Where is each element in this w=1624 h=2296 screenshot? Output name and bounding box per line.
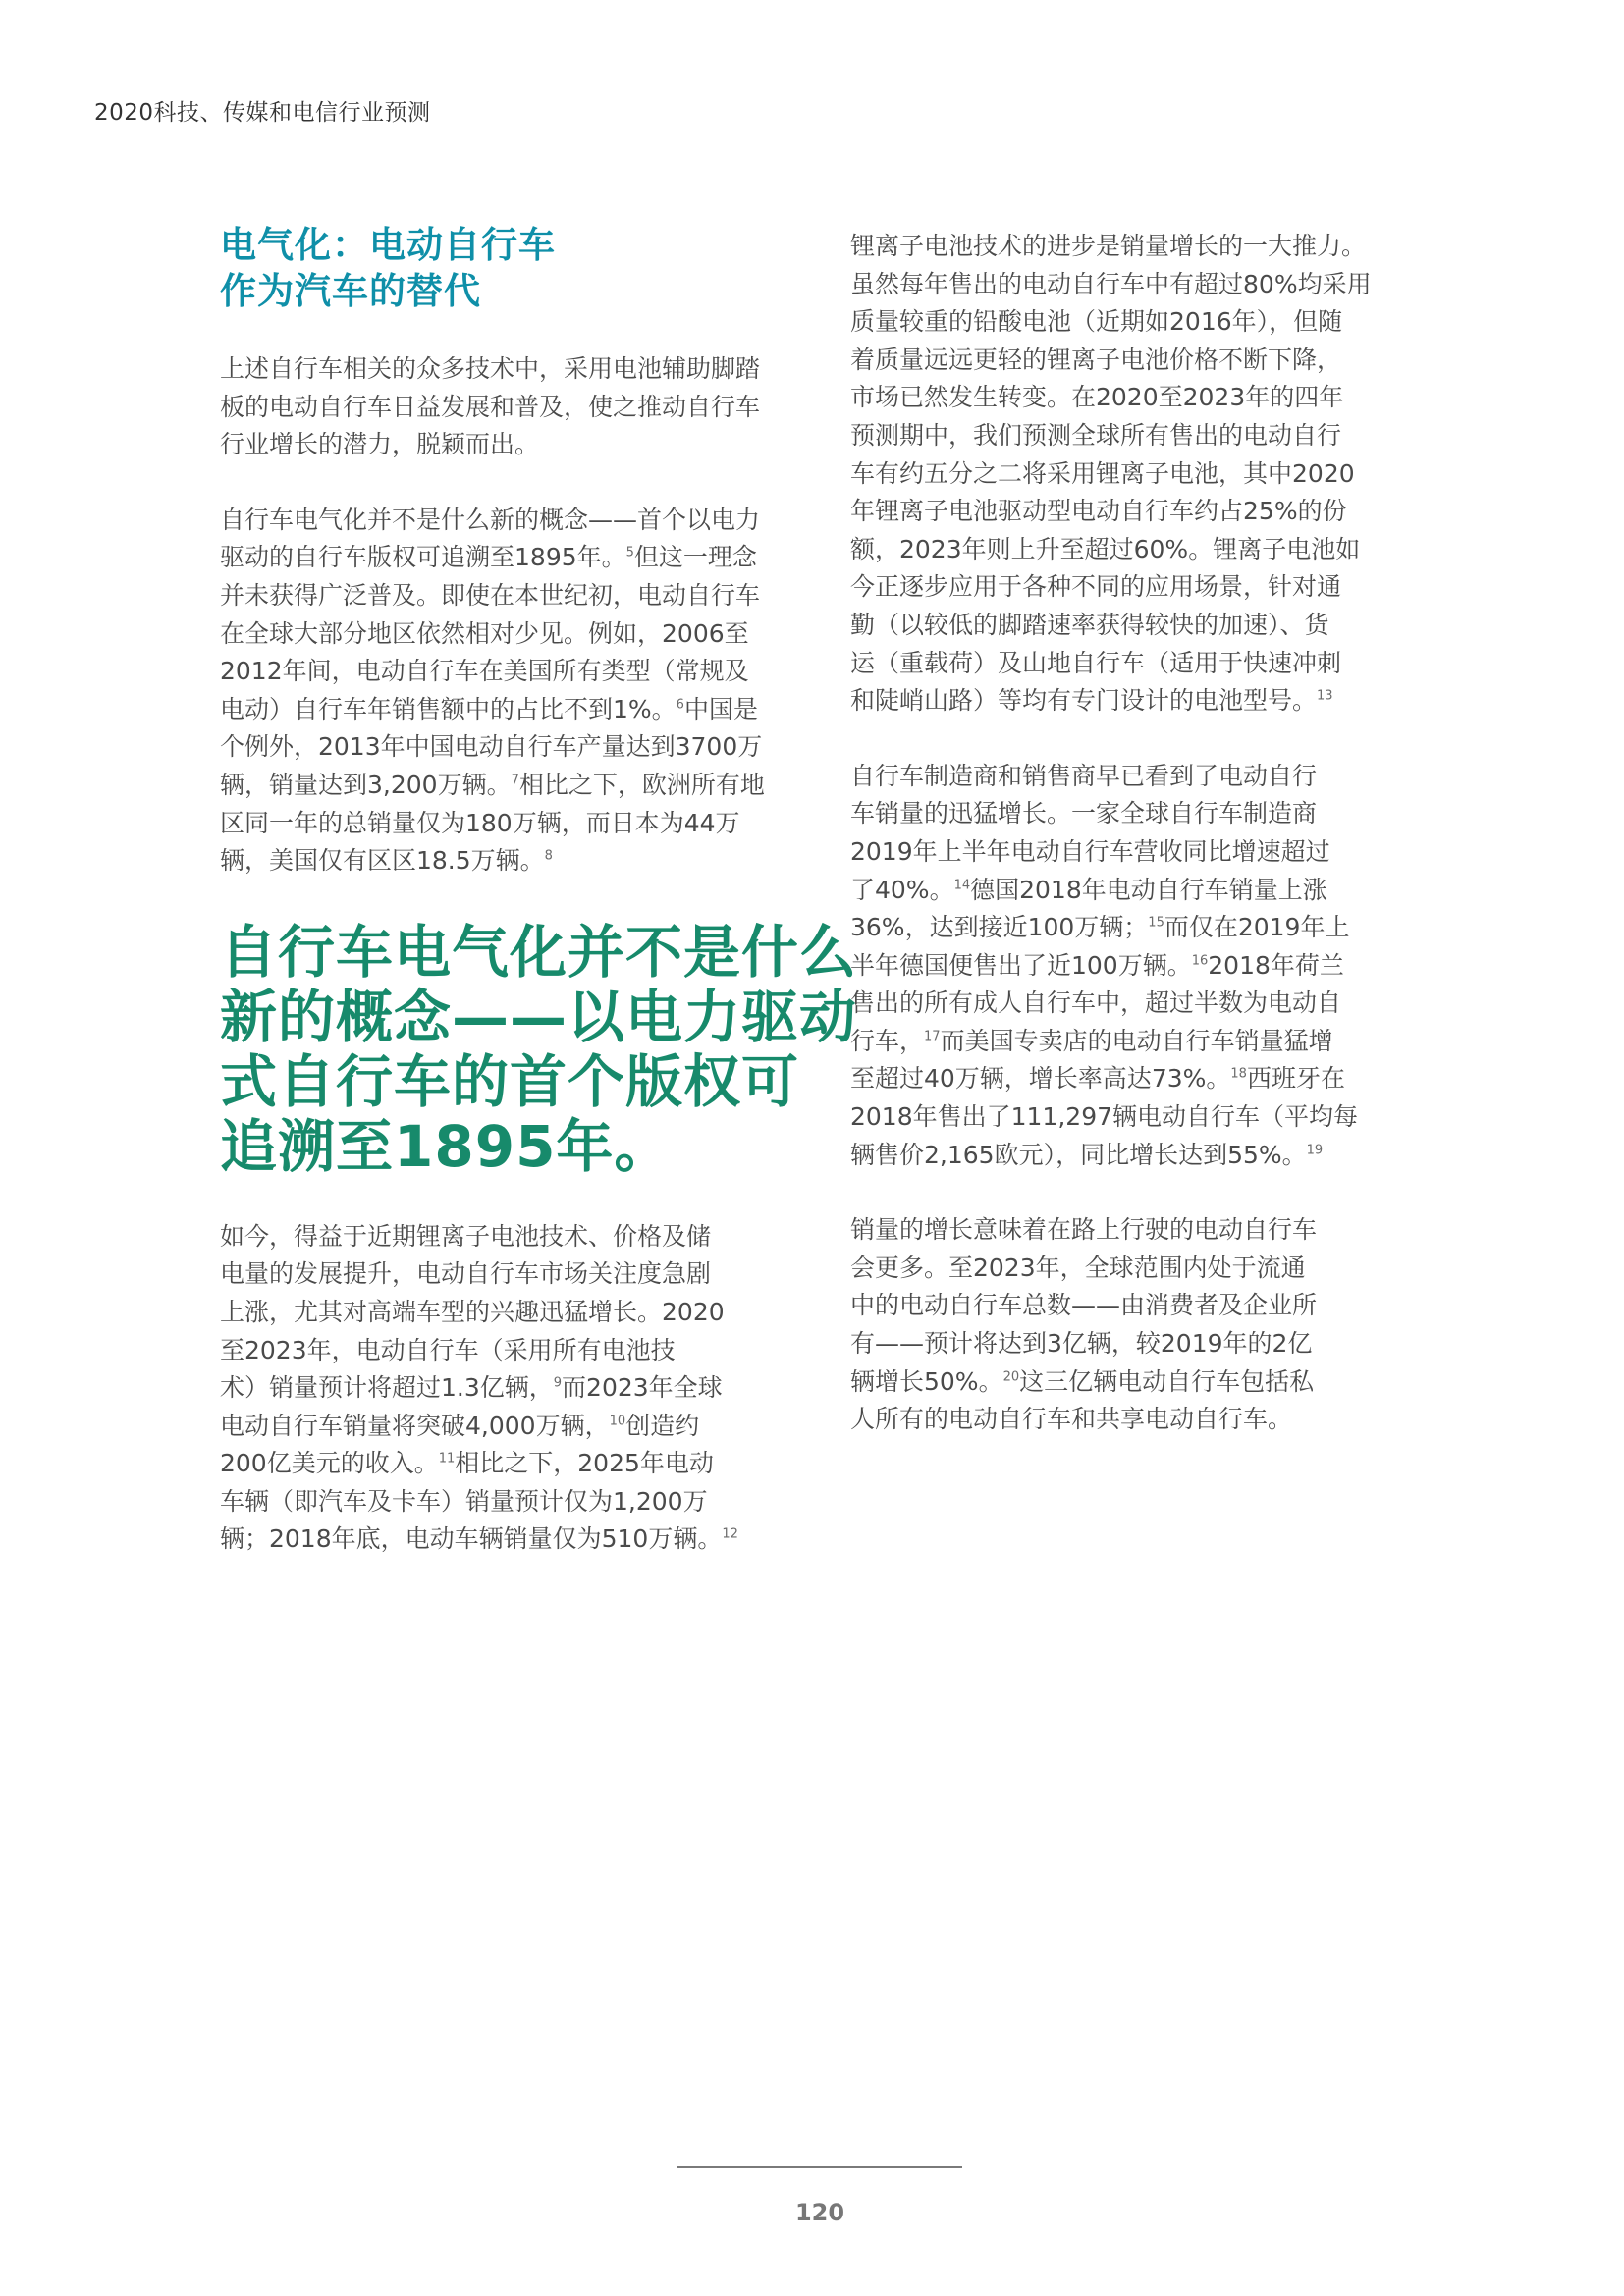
section-heading <box>220 222 789 314</box>
text-segment: 上涨，尤其对高端车型的兴趣迅猛增长。2020 <box>220 1297 725 1326</box>
footnote-marker: 11 <box>438 1451 456 1467</box>
text-line <box>850 531 1420 569</box>
intro-paragraph <box>220 350 789 464</box>
text-segment: 术）销量预计将超过1.3亿辆， <box>220 1373 554 1403</box>
battery-paragraph <box>850 228 1420 721</box>
text-segment: 中国是 <box>683 694 758 723</box>
text-segment: 锂离子电池技术的进步是销量增长的一大推力。 <box>850 232 1367 260</box>
fleet-paragraph <box>850 1211 1420 1439</box>
footnote-marker: 5 <box>625 546 634 561</box>
text-segment: 个例外，2013年中国电动自行车产量达到3700万 <box>220 732 763 762</box>
text-line <box>850 379 1420 417</box>
text-line <box>850 1287 1420 1325</box>
text-segment: 中的电动自行车总数——由消费者及企业所 <box>850 1291 1318 1320</box>
text-segment: 人所有的电动自行车和共享电动自行车。 <box>850 1405 1293 1434</box>
text-line <box>850 1363 1420 1402</box>
text-line <box>220 1294 789 1332</box>
text-segment: 如今，得益于近期锂离子电池技术、价格及储 <box>220 1221 712 1251</box>
text-line <box>850 417 1420 455</box>
text-segment: 在全球大部分地区依然相对少见。例如，2006至 <box>220 618 749 648</box>
text-segment: 售出的所有成人自行车中，超过半数为电动自 <box>850 988 1342 1018</box>
text-line <box>220 502 789 540</box>
text-segment: 额，2023年则上升至超过60%。锂离子电池如 <box>850 534 1361 563</box>
text-segment: 电量的发展提升，电动自行车市场关注度急剧 <box>220 1259 712 1289</box>
footnote-marker: 7 <box>511 773 519 788</box>
text-segment: 销量的增长意味着在路上行驶的电动自行车 <box>850 1215 1318 1245</box>
text-line <box>220 728 789 767</box>
footnote-marker: 9 <box>553 1375 563 1391</box>
text-line <box>850 493 1420 531</box>
text-line <box>850 228 1420 266</box>
section-heading-line: 电气化：电动自行车 <box>220 224 556 266</box>
text-line: 行业增长的潜力，脱颖而出。 <box>220 430 540 459</box>
text-line <box>220 691 789 729</box>
text-segment: 运（重载荷）及山地自行车（适用于快速冲刺 <box>850 648 1342 677</box>
text-segment: 而仅在2019年上 <box>1164 913 1350 942</box>
text-line <box>220 1369 789 1408</box>
text-segment: 德国2018年电动自行车销量上涨 <box>970 875 1327 904</box>
text-segment: 车有约五分之二将采用锂离子电池，其中2020 <box>850 458 1355 488</box>
text-line <box>850 682 1420 721</box>
text-segment: 2012年间，电动自行车在美国所有类型（常规及 <box>220 657 749 686</box>
footnote-marker: 10 <box>609 1414 626 1429</box>
pull-quote-line: 新的概念——以电力驱动 <box>220 983 858 1050</box>
text-segment: 辆售价2,165欧元），同比增长达到55%。 <box>850 1140 1307 1169</box>
text-line <box>220 577 789 615</box>
text-line <box>220 1332 789 1370</box>
text-segment: 但这一理念 <box>633 543 757 572</box>
text-line: 板的电动自行车日益发展和普及，使之推动自行车 <box>220 392 761 421</box>
text-segment: 200亿美元的收入。 <box>220 1449 439 1478</box>
footnote-marker: 15 <box>1148 915 1164 931</box>
text-line <box>220 653 789 691</box>
footnote-marker: 16 <box>1191 953 1209 969</box>
text-line <box>850 1060 1420 1098</box>
pull-quote-line: 追溯至1895年。 <box>220 1112 673 1180</box>
text-segment: 创造约 <box>625 1411 700 1440</box>
text-line <box>220 767 789 805</box>
text-segment: 辆增长50%。 <box>850 1366 1003 1396</box>
text-line <box>220 1483 789 1522</box>
text-segment: 驱动的自行车版权可追溯至1895年。 <box>220 543 626 572</box>
pull-quote-line: 自行车电气化并不是什么 <box>220 918 858 986</box>
text-line <box>220 1445 789 1483</box>
text-line <box>850 1401 1420 1439</box>
text-line <box>220 1521 789 1559</box>
text-line <box>850 342 1420 380</box>
text-segment: 自行车制造商和销售商早已看到了电动自行 <box>850 761 1318 790</box>
footnote-marker: 20 <box>1002 1369 1020 1385</box>
text-segment: 预测期中，我们预测全球所有售出的电动自行 <box>850 420 1342 450</box>
footnote-marker: 8 <box>544 848 553 864</box>
text-line <box>220 1255 789 1294</box>
left-column <box>220 222 858 1559</box>
text-segment: 2018年售出了111,297辆电动自行车（平均每 <box>850 1102 1359 1132</box>
text-segment: 会更多。至2023年，全球范围内处于流通 <box>850 1253 1306 1282</box>
text-segment: 至超过40万辆，增长率高达73%。 <box>850 1064 1231 1094</box>
text-segment: 了40%。 <box>850 875 954 904</box>
sales-paragraph <box>850 758 1420 1175</box>
footnote-marker: 19 <box>1306 1143 1324 1158</box>
text-segment: 辆，销量达到3,200万辆。 <box>220 770 512 799</box>
text-segment: 自行车电气化并不是什么新的概念——首个以电力 <box>220 505 761 534</box>
text-line <box>850 1137 1420 1175</box>
history-paragraph <box>220 502 789 881</box>
text-segment: 区同一年的总销量仅为180万辆，而日本为44万 <box>220 808 740 837</box>
text-segment: 行车， <box>850 1026 925 1055</box>
text-segment: 这三亿辆电动自行车包括私 <box>1019 1366 1315 1396</box>
text-segment: 辆，美国仅有区区18.5万辆。 <box>220 846 545 876</box>
text-segment: 相比之下，欧洲所有地 <box>518 770 765 799</box>
text-line <box>850 1211 1420 1250</box>
text-line <box>850 266 1420 304</box>
text-segment: 电动自行车销量将突破4,000万辆， <box>220 1411 610 1440</box>
running-header: 2020科技、传媒和电信行业预测 <box>94 100 431 126</box>
footnote-marker: 6 <box>676 697 684 713</box>
text-line <box>850 1325 1420 1363</box>
footnote-marker: 13 <box>1317 688 1333 704</box>
market-paragraph <box>220 1218 789 1559</box>
text-segment: 勤（以较低的脚踏速率获得较快的加速）、货 <box>850 610 1329 639</box>
text-line <box>850 909 1420 947</box>
text-line <box>850 833 1420 872</box>
text-segment: 和陡峭山路）等均有专门设计的电池型号。 <box>850 686 1318 716</box>
text-segment: 车销量的迅猛增长。一家全球自行车制造商 <box>850 799 1318 828</box>
text-segment: 2018年荷兰 <box>1208 950 1344 980</box>
text-segment: 36%，达到接近100万辆； <box>850 913 1149 942</box>
text-line <box>850 568 1420 607</box>
text-segment: 有——预计将达到3亿辆，较2019年的2亿 <box>850 1329 1313 1359</box>
text-line: 上述自行车相关的众多技术中，采用电池辅助脚踏 <box>220 354 761 383</box>
footnote-marker: 12 <box>722 1527 738 1543</box>
text-segment: 市场已然发生转变。在2020至2023年的四年 <box>850 383 1344 412</box>
text-segment: 至2023年，电动自行车（采用所有电池技 <box>220 1335 676 1364</box>
footnote-marker: 17 <box>924 1029 941 1044</box>
text-segment: 车辆（即汽车及卡车）销量预计仅为1,200万 <box>220 1486 708 1516</box>
text-segment: 辆；2018年底，电动车辆销量仅为510万辆。 <box>220 1524 723 1554</box>
text-line <box>850 872 1420 910</box>
text-line <box>850 1098 1420 1137</box>
text-line <box>220 1408 789 1446</box>
text-line <box>220 805 789 843</box>
pull-quote <box>220 918 858 1180</box>
text-line <box>850 985 1420 1023</box>
text-line <box>850 795 1420 833</box>
text-segment: 年锂离子电池驱动型电动自行车约占25%的份 <box>850 497 1347 526</box>
footnote-marker: 18 <box>1230 1067 1247 1083</box>
right-column <box>850 228 1420 1439</box>
text-line <box>850 1023 1420 1061</box>
text-segment: 并未获得广泛普及。即使在本世纪初，电动自行车 <box>220 580 761 610</box>
text-segment: 质量较重的铅酸电池（近期如2016年），但随 <box>850 307 1343 337</box>
text-segment: 着质量远远更轻的锂离子电池价格不断下降， <box>850 345 1342 374</box>
text-segment: 2019年上半年电动自行车营收同比增速超过 <box>850 836 1330 866</box>
text-line <box>850 303 1420 342</box>
text-line <box>850 758 1420 796</box>
text-segment: 虽然每年售出的电动自行车中有超过80%均采用 <box>850 269 1372 298</box>
section-heading-line: 作为汽车的替代 <box>220 270 481 312</box>
text-segment: 今正逐步应用于各种不同的应用场景，针对通 <box>850 572 1342 602</box>
pull-quote-line: 式自行车的首个版权可 <box>220 1047 800 1115</box>
text-line <box>850 1250 1420 1288</box>
text-line <box>850 607 1420 645</box>
text-line <box>220 539 789 577</box>
text-line <box>850 645 1420 683</box>
page-number: 120 <box>794 2199 845 2226</box>
text-segment: 半年德国便售出了近100万辆。 <box>850 950 1192 980</box>
text-line <box>220 615 789 654</box>
text-segment: 而美国专卖店的电动自行车销量猛增 <box>940 1026 1333 1055</box>
text-segment: 西班牙在 <box>1246 1064 1345 1094</box>
footnote-marker: 14 <box>953 878 971 893</box>
text-line <box>850 455 1420 494</box>
text-line <box>220 1218 789 1256</box>
text-segment: 相比之下，2025年电动 <box>455 1449 714 1478</box>
footer-divider <box>677 2166 962 2168</box>
text-line <box>850 947 1420 986</box>
text-segment: 而2023年全球 <box>562 1373 723 1403</box>
text-line <box>220 842 789 881</box>
text-segment: 电动）自行车年销售额中的占比不到1%。 <box>220 694 677 723</box>
